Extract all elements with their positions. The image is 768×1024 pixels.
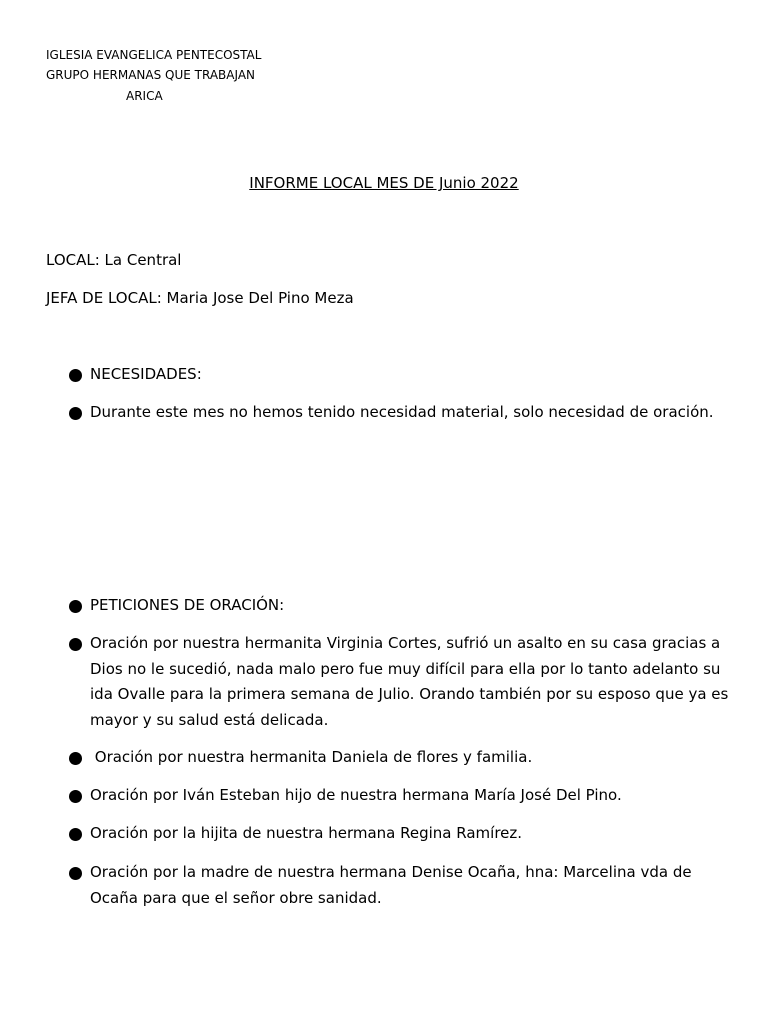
bullet-icon — [69, 638, 82, 651]
report-title: INFORME LOCAL MES DE Junio 2022 — [249, 174, 519, 192]
bullet-icon — [69, 828, 82, 841]
peticion-item-3: Oración por Iván Esteban hijo de nuestra hermana María José Del Pino. — [90, 786, 622, 804]
bullet-icon — [69, 790, 82, 803]
bullet-icon — [69, 369, 82, 382]
header-line-1: IGLESIA EVANGELICA PENTECOSTAL — [46, 48, 262, 62]
necesidades-item: Durante este mes no hemos tenido necesidad material, solo necesidad de oración. — [90, 403, 714, 421]
header-line-3: ARICA — [126, 89, 163, 103]
bullet-icon — [69, 752, 82, 765]
bullet-icon — [69, 867, 82, 880]
header-line-2: GRUPO HERMANAS QUE TRABAJAN — [46, 68, 256, 82]
report-title-wrap — [0, 172, 768, 194]
peticion-item-5: Oración por la madre de nuestra hermana Denise Ocaña, hna: Marcelina vda de Ocaña para que el señor obre sanidad. — [90, 863, 692, 907]
bullet-icon — [69, 407, 82, 420]
jefa-line: JEFA DE LOCAL: Maria Jose Del Pino Meza — [46, 289, 354, 307]
peticion-item-2: Oración por nuestra hermanita Daniela de flores y familia. — [90, 748, 533, 766]
local-line: LOCAL: La Central — [46, 251, 182, 269]
bullet-icon — [69, 600, 82, 613]
peticion-item-4: Oración por la hijita de nuestra hermana Regina Ramírez. — [90, 824, 523, 842]
peticiones-heading: PETICIONES DE ORACIÓN: — [90, 596, 285, 614]
necesidades-heading: NECESIDADES: — [90, 365, 202, 383]
peticion-item-1: Oración por nuestra hermanita Virginia Cortes, sufrió un asalto en su casa gracias a Dios no le sucedió, nada malo pero fue muy difícil para ella por lo tanto adelanto su ida Ovalle para la primera semana de Julio. Orando también por su esposo que ya es mayor y su salud está delicada. — [90, 634, 729, 729]
